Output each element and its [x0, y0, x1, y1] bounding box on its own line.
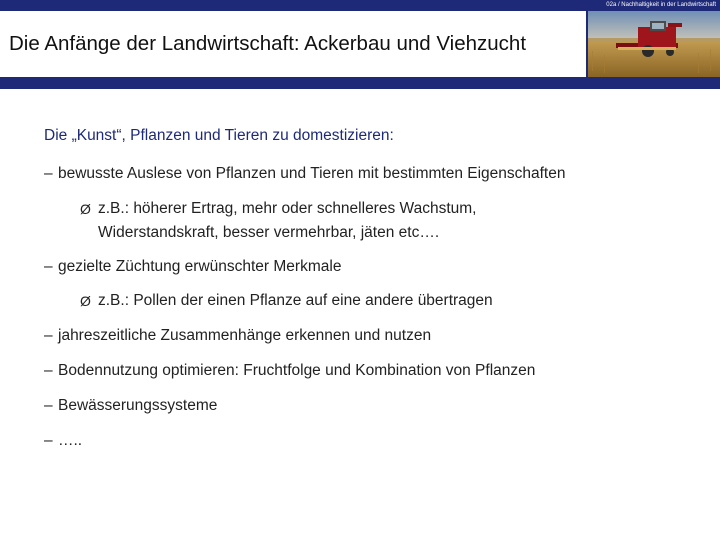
- list-item: – gezielte Züchtung erwünschter Merkmale: [44, 258, 342, 275]
- sub-list-item-line: z.B.: Pollen der einen Pflanze auf eine andere übertragen: [98, 292, 493, 309]
- list-item: – Bewässerungssysteme: [44, 397, 218, 414]
- arrow-bullet-icon: Ø: [80, 293, 91, 309]
- list-item: – jahreszeitliche Zusammenhänge erkennen und nutzen: [44, 327, 432, 344]
- arrow-bullet-icon: Ø: [80, 201, 91, 217]
- harvester-photo: [588, 11, 720, 77]
- section-heading: Die „Kunst“, Pflanzen und Tieren zu domestizieren:: [44, 127, 394, 144]
- page-title: Die Anfänge der Landwirtschaft: Ackerbau und Viehzucht: [9, 32, 527, 55]
- list-item: – Bodennutzung optimieren: Fruchtfolge und Kombination von Pflanzen: [44, 362, 536, 379]
- top-bar: [0, 0, 720, 11]
- harvester-image-icon: [588, 11, 720, 77]
- sub-list-item-line: z.B.: höherer Ertrag, mehr oder schnelleres Wachstum,: [98, 200, 477, 217]
- course-label: 02a / Nachhaltigkeit in der Landwirtschaft: [606, 2, 716, 8]
- list-item: – …..: [44, 432, 83, 449]
- list-item: – bewusste Auslese von Pflanzen und Tieren mit bestimmten Eigenschaften: [44, 165, 566, 182]
- sub-list-item-line: Widerstandskraft, besser vermehrbar, jäten etc….: [98, 224, 440, 241]
